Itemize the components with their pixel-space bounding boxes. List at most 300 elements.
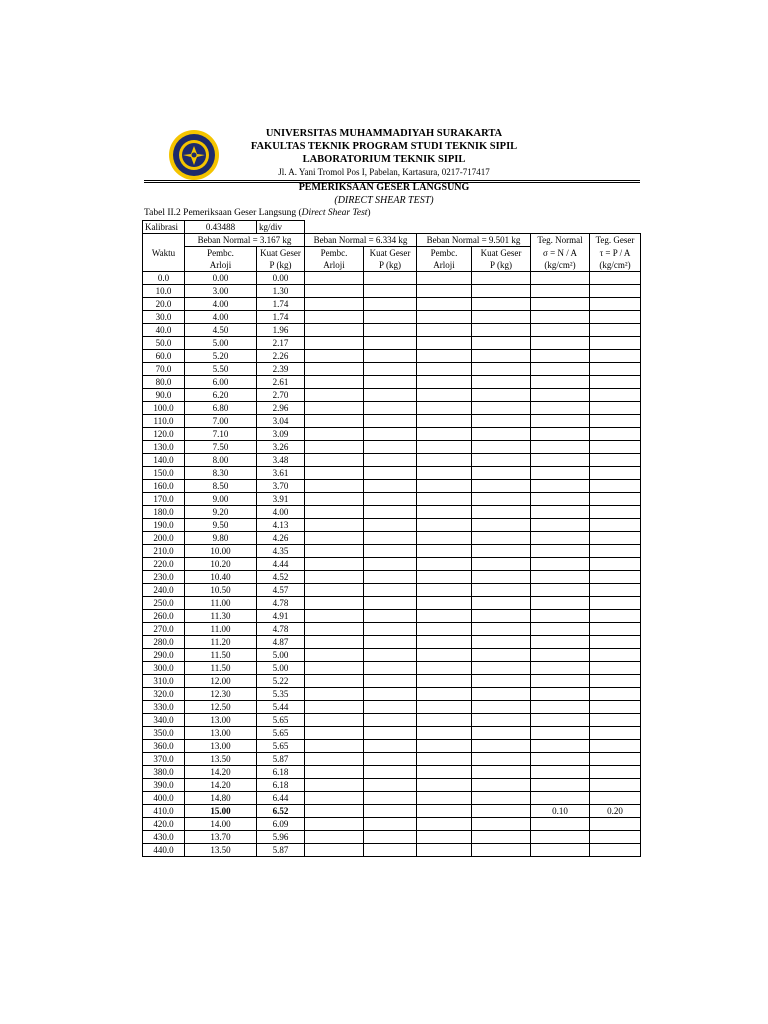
cell-arloji-3 [417,506,472,519]
cell-arloji-3 [417,493,472,506]
cell-waktu: 440.0 [143,844,185,857]
cell-p-3 [472,493,531,506]
cell-arloji-3 [417,844,472,857]
cell-p-3 [472,480,531,493]
cell-waktu: 160.0 [143,480,185,493]
cell-tau [590,844,641,857]
cell-tau [590,493,641,506]
cell-arloji-2 [305,506,364,519]
cell-tau [590,480,641,493]
cell-sigma [531,324,590,337]
cell-sigma [531,623,590,636]
cell-waktu: 420.0 [143,818,185,831]
cell-p-1: 5.65 [257,727,305,740]
cell-p-2 [364,415,417,428]
cell-arloji-2 [305,337,364,350]
cell-p-2 [364,701,417,714]
cell-p-1: 3.91 [257,493,305,506]
header-p-kg: P (kg) [257,259,305,272]
cell-p-1: 4.26 [257,532,305,545]
cell-arloji-1: 5.20 [185,350,257,363]
address: Jl. A. Yani Tromol Pos I, Pabelan, Kartasura, 0217-717417 [278,167,490,177]
cell-sigma [531,545,590,558]
cell-p-1: 6.09 [257,818,305,831]
cell-sigma [531,740,590,753]
cell-p-1: 5.00 [257,662,305,675]
table-row [143,532,641,545]
cell-sigma [531,597,590,610]
cell-tau [590,532,641,545]
cell-arloji-2 [305,571,364,584]
cell-tau [590,506,641,519]
cell-p-3 [472,467,531,480]
cell-p-2 [364,467,417,480]
cell-waktu: 140.0 [143,454,185,467]
cell-p-2 [364,337,417,350]
header-kuat-geser: Kuat Geser [472,247,531,260]
cell-sigma [531,636,590,649]
cell-arloji-2 [305,272,364,285]
cell-arloji-1: 4.00 [185,311,257,324]
cell-p-2 [364,688,417,701]
cell-tau [590,324,641,337]
cell-tau [590,831,641,844]
cell-arloji-1: 11.00 [185,597,257,610]
cell-waktu: 360.0 [143,740,185,753]
cell-p-2 [364,753,417,766]
cell-p-2 [364,324,417,337]
cell-tau [590,428,641,441]
table-row [143,519,641,532]
cell-sigma [531,714,590,727]
cell-sigma [531,558,590,571]
table-row [143,597,641,610]
cell-arloji-1: 13.70 [185,831,257,844]
header-sigma: σ = N / A [531,247,590,260]
cell-p-2 [364,350,417,363]
cell-p-1: 5.00 [257,649,305,662]
cell-p-3 [472,818,531,831]
cell-arloji-2 [305,532,364,545]
cell-p-3 [472,714,531,727]
cell-p-2 [364,298,417,311]
header-divider [144,180,640,181]
cell-p-3 [472,376,531,389]
table-row [143,766,641,779]
table-row [143,805,641,818]
cell-waktu: 230.0 [143,571,185,584]
cell-sigma [531,649,590,662]
cell-p-1: 2.96 [257,402,305,415]
cell-arloji-2 [305,389,364,402]
cell-waktu: 220.0 [143,558,185,571]
cell-arloji-2 [305,545,364,558]
cell-arloji-3 [417,532,472,545]
cell-sigma [531,701,590,714]
cell-sigma [531,376,590,389]
cell-arloji-2 [305,636,364,649]
table-row [143,571,641,584]
cell-arloji-1: 11.50 [185,649,257,662]
cell-tau: 0.20 [590,805,641,818]
table-row [143,493,641,506]
cell-arloji-1: 6.80 [185,402,257,415]
shear-test-table [142,220,641,857]
cell-arloji-2 [305,376,364,389]
table-row [143,636,641,649]
cell-arloji-3 [417,805,472,818]
cell-p-3 [472,662,531,675]
cell-tau [590,389,641,402]
cell-arloji-2 [305,350,364,363]
cell-waktu: 0.0 [143,272,185,285]
cell-p-2 [364,727,417,740]
header-beban-2: Beban Normal = 6.334 kg [305,234,417,247]
cell-p-3 [472,623,531,636]
table-row [143,831,641,844]
cell-sigma [531,506,590,519]
cell-arloji-3 [417,675,472,688]
cell-arloji-1: 12.00 [185,675,257,688]
table-row [143,376,641,389]
cell-p-3 [472,558,531,571]
cell-arloji-3 [417,740,472,753]
cell-waktu: 250.0 [143,597,185,610]
cell-tau [590,285,641,298]
cell-waktu: 310.0 [143,675,185,688]
cell-waktu: 130.0 [143,441,185,454]
cell-arloji-3 [417,714,472,727]
cell-p-1: 5.22 [257,675,305,688]
cell-waktu: 10.0 [143,285,185,298]
cell-arloji-3 [417,454,472,467]
cell-p-2 [364,285,417,298]
table-row [143,558,641,571]
cell-p-1: 3.09 [257,428,305,441]
cell-arloji-3 [417,727,472,740]
cell-waktu: 100.0 [143,402,185,415]
cell-waktu: 50.0 [143,337,185,350]
cell-waktu: 200.0 [143,532,185,545]
cell-arloji-1: 4.00 [185,298,257,311]
cell-p-3 [472,402,531,415]
header-unit-geser: (kg/cm²) [590,259,641,272]
cell-arloji-2 [305,428,364,441]
cell-arloji-2 [305,805,364,818]
cell-waktu: 240.0 [143,584,185,597]
cell-tau [590,597,641,610]
cell-waktu: 180.0 [143,506,185,519]
cell-p-1: 2.26 [257,350,305,363]
cell-p-2 [364,493,417,506]
cell-waktu: 60.0 [143,350,185,363]
cell-arloji-2 [305,415,364,428]
cell-arloji-3 [417,363,472,376]
table-row [143,649,641,662]
cell-tau [590,792,641,805]
header-pembc: Pembc. [185,247,257,260]
cell-p-2 [364,597,417,610]
cell-tau [590,610,641,623]
cell-sigma [531,337,590,350]
header-tau: τ = P / A [590,247,641,260]
header-beban-3: Beban Normal = 9.501 kg [417,234,531,247]
table-row [143,545,641,558]
cell-waktu: 30.0 [143,311,185,324]
cell-tau [590,441,641,454]
cell-p-1: 5.65 [257,740,305,753]
cell-p-2 [364,610,417,623]
cell-sigma [531,350,590,363]
cell-waktu: 80.0 [143,376,185,389]
cell-waktu: 380.0 [143,766,185,779]
cell-arloji-1: 4.50 [185,324,257,337]
table-row [143,818,641,831]
cell-waktu: 400.0 [143,792,185,805]
cell-arloji-1: 12.30 [185,688,257,701]
cell-tau [590,727,641,740]
cell-waktu: 430.0 [143,831,185,844]
cell-p-2 [364,623,417,636]
cell-sigma [531,311,590,324]
cell-arloji-1: 14.00 [185,818,257,831]
cell-p-1: 4.87 [257,636,305,649]
table-row [143,337,641,350]
table-caption [144,208,371,218]
cell-tau [590,298,641,311]
cell-p-1: 2.61 [257,376,305,389]
cell-waktu: 370.0 [143,753,185,766]
cell-sigma [531,285,590,298]
cell-p-1: 4.44 [257,558,305,571]
table-row [143,298,641,311]
cell-arloji-3 [417,818,472,831]
cell-waktu: 40.0 [143,324,185,337]
cell-p-2 [364,389,417,402]
cell-p-3 [472,519,531,532]
cell-tau [590,545,641,558]
cell-arloji-1: 13.00 [185,714,257,727]
cell-arloji-2 [305,727,364,740]
cell-arloji-2 [305,454,364,467]
cell-tau [590,753,641,766]
cell-tau [590,740,641,753]
header-teg-normal: Teg. Normal [531,234,590,247]
cell-p-3 [472,415,531,428]
cell-arloji-3 [417,779,472,792]
cell-p-1: 6.18 [257,779,305,792]
cell-p-1: 6.52 [257,805,305,818]
cell-arloji-2 [305,818,364,831]
faculty-name: FAKULTAS TEKNIK PROGRAM STUDI TEKNIK SIPIL [250,141,518,152]
cell-waktu: 320.0 [143,688,185,701]
cell-arloji-2 [305,298,364,311]
cell-arloji-2 [305,480,364,493]
cell-arloji-1: 13.50 [185,844,257,857]
cell-p-3 [472,636,531,649]
cell-arloji-3 [417,285,472,298]
cell-p-3 [472,766,531,779]
header-cell [143,234,185,247]
cell-waktu: 260.0 [143,610,185,623]
cell-arloji-2 [305,285,364,298]
cell-sigma [531,519,590,532]
cell-arloji-1: 12.50 [185,701,257,714]
cell-sigma [531,532,590,545]
cell-tau [590,662,641,675]
cell-arloji-3 [417,428,472,441]
cell-p-2 [364,805,417,818]
cell-p-3 [472,324,531,337]
cell-arloji-1: 14.20 [185,779,257,792]
cell-p-1: 2.70 [257,389,305,402]
cell-arloji-3 [417,389,472,402]
table-row [143,675,641,688]
cell-p-1: 4.52 [257,571,305,584]
table-row [143,285,641,298]
cell-tau [590,584,641,597]
cell-p-2 [364,636,417,649]
cell-p-2 [364,402,417,415]
cell-arloji-2 [305,558,364,571]
cell-arloji-2 [305,402,364,415]
empty-cell [305,221,641,234]
table-row [143,688,641,701]
header-arloji: Arloji [185,259,257,272]
cell-p-2 [364,363,417,376]
cell-tau [590,311,641,324]
table-row [143,610,641,623]
cell-arloji-1: 9.80 [185,532,257,545]
cell-p-2 [364,831,417,844]
cell-arloji-2 [305,493,364,506]
cell-arloji-2 [305,688,364,701]
header-kuat-geser: Kuat Geser [257,247,305,260]
table-row [143,792,641,805]
cell-tau [590,636,641,649]
cell-p-3 [472,272,531,285]
cell-arloji-2 [305,623,364,636]
cell-p-3 [472,688,531,701]
cell-p-3 [472,545,531,558]
cell-arloji-1: 9.50 [185,519,257,532]
cell-p-1: 0.00 [257,272,305,285]
cell-arloji-1: 10.00 [185,545,257,558]
cell-p-1: 4.00 [257,506,305,519]
cell-arloji-1: 13.50 [185,753,257,766]
cell-p-3 [472,649,531,662]
cell-p-1: 6.18 [257,766,305,779]
cell-p-1: 1.74 [257,298,305,311]
header-waktu: Waktu [143,247,185,260]
caption-prefix: Tabel II.2 Pemeriksaan Geser Langsung ( [144,208,302,218]
calibration-label: Kalibrasi [143,221,185,234]
cell-arloji-3 [417,519,472,532]
cell-p-3 [472,727,531,740]
cell-sigma [531,727,590,740]
cell-sigma [531,363,590,376]
header-p-kg: P (kg) [472,259,531,272]
cell-waktu: 70.0 [143,363,185,376]
cell-p-3 [472,350,531,363]
cell-tau [590,558,641,571]
cell-tau [590,415,641,428]
cell-arloji-3 [417,402,472,415]
cell-waktu: 90.0 [143,389,185,402]
caption-suffix: ) [367,208,371,218]
header-teg-geser: Teg. Geser [590,234,641,247]
cell-arloji-1: 6.00 [185,376,257,389]
cell-sigma [531,831,590,844]
cell-arloji-2 [305,467,364,480]
cell-arloji-3 [417,350,472,363]
cell-arloji-3 [417,701,472,714]
cell-p-3 [472,740,531,753]
header-arloji: Arloji [305,259,364,272]
cell-tau [590,779,641,792]
cell-arloji-2 [305,662,364,675]
cell-arloji-2 [305,597,364,610]
cell-sigma [531,792,590,805]
cell-p-1: 6.44 [257,792,305,805]
cell-arloji-3 [417,766,472,779]
header-row-1 [143,234,641,247]
table-row [143,584,641,597]
cell-arloji-3 [417,649,472,662]
cell-waktu: 410.0 [143,805,185,818]
cell-tau [590,454,641,467]
cell-waktu: 170.0 [143,493,185,506]
cell-p-2 [364,532,417,545]
cell-p-1: 2.17 [257,337,305,350]
header-cell [143,259,185,272]
cell-arloji-2 [305,844,364,857]
header-kuat-geser: Kuat Geser [364,247,417,260]
laboratory-name: LABORATORIUM TEKNIK SIPIL [302,154,466,165]
cell-p-2 [364,441,417,454]
table-row [143,272,641,285]
cell-tau [590,649,641,662]
cell-arloji-3 [417,688,472,701]
cell-p-3 [472,571,531,584]
cell-arloji-2 [305,701,364,714]
cell-arloji-1: 11.20 [185,636,257,649]
cell-p-3 [472,831,531,844]
cell-arloji-2 [305,519,364,532]
cell-sigma [531,766,590,779]
cell-sigma [531,779,590,792]
cell-arloji-1: 9.00 [185,493,257,506]
cell-arloji-3 [417,792,472,805]
cell-arloji-3 [417,571,472,584]
cell-arloji-3 [417,324,472,337]
cell-arloji-3 [417,415,472,428]
cell-sigma [531,428,590,441]
cell-arloji-3 [417,597,472,610]
cell-tau [590,272,641,285]
cell-arloji-1: 8.30 [185,467,257,480]
cell-arloji-2 [305,441,364,454]
cell-arloji-2 [305,324,364,337]
table-row [143,506,641,519]
cell-arloji-2 [305,363,364,376]
header-row-2 [143,247,641,260]
cell-arloji-3 [417,272,472,285]
cell-sigma [531,441,590,454]
cell-p-3 [472,363,531,376]
cell-p-1: 1.74 [257,311,305,324]
cell-p-2 [364,519,417,532]
